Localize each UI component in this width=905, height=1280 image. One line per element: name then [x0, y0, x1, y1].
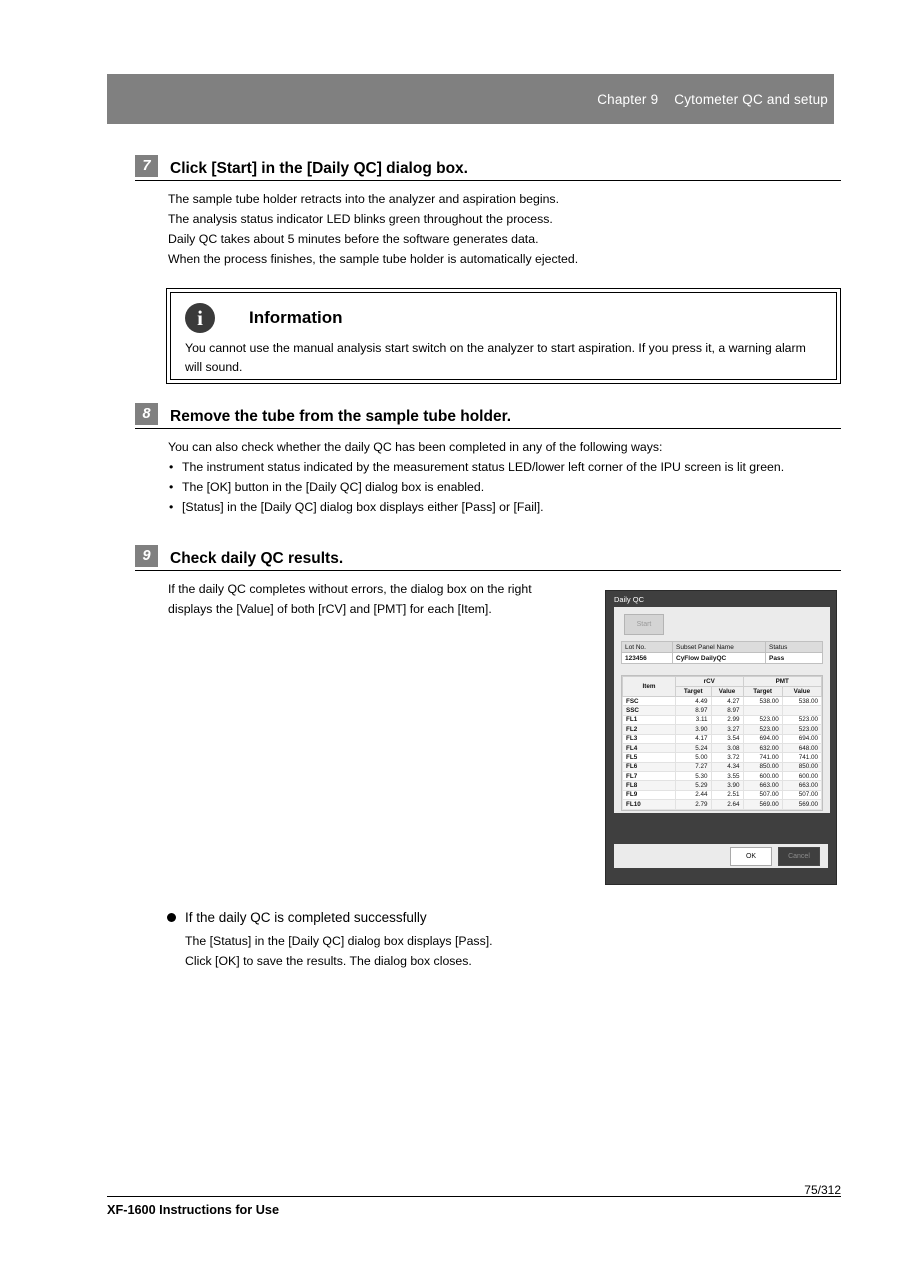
step-9-line-2: displays the [Value] of both [rCV] and [PMT] for each [Item].: [168, 601, 492, 616]
row-pmt-target: 632.00: [743, 743, 782, 752]
page-header: [107, 74, 834, 124]
table-row: [623, 790, 822, 799]
row-rcv-target: 5.00: [676, 753, 712, 762]
information-text: You cannot use the manual analysis start switch on the analyzer to start aspiration. If you press it, a warning alarm will sound.: [185, 341, 806, 375]
row-rcv-value: 3.54: [711, 734, 743, 743]
row-pmt-value: [782, 706, 821, 715]
information-box-inner: [170, 292, 837, 380]
table-row: [623, 697, 822, 706]
step-9-line-1: If the daily QC completes without errors, the dialog box on the right: [168, 582, 532, 596]
results-table-wrapper: [621, 675, 823, 811]
row-pmt-target: 850.00: [743, 762, 782, 771]
row-pmt-target: 663.00: [743, 781, 782, 790]
table-row: [623, 781, 822, 790]
row-item: FL7: [623, 772, 676, 781]
row-rcv-value: 2.51: [711, 790, 743, 799]
step-7-line-2: The analysis status indicator LED blinks green throughout the process.: [168, 211, 553, 226]
lot-no-value: 123456: [622, 653, 673, 664]
success-note-body: [185, 932, 767, 972]
row-rcv-value: 3.27: [711, 725, 743, 734]
row-rcv-target: 5.29: [676, 781, 712, 790]
step-8-bullet-2: • The [OK] button in the [Daily QC] dialog box is enabled.: [168, 478, 841, 498]
row-pmt-value: 648.00: [782, 743, 821, 752]
cancel-button[interactable]: Cancel: [778, 847, 820, 866]
information-icon: i: [185, 303, 215, 333]
row-rcv-value: 2.64: [711, 800, 743, 809]
step-7-line-4: When the process finishes, the sample tube holder is automatically ejected.: [168, 251, 579, 266]
step-9-body: [168, 580, 598, 620]
lot-info-header-row: [622, 642, 823, 653]
row-item: FL1: [623, 715, 676, 724]
row-rcv-target: 4.17: [676, 734, 712, 743]
results-table: [622, 676, 822, 810]
row-pmt-value: 538.00: [782, 697, 821, 706]
row-rcv-value: 2.99: [711, 715, 743, 724]
footer-document-title: XF-1600 Instructions for Use: [107, 1203, 280, 1217]
step-7-line-3: Daily QC takes about 5 minutes before the software generates data.: [168, 231, 539, 246]
step-7-line-1: The sample tube holder retracts into the analyzer and aspiration begins.: [168, 192, 559, 206]
step-8-intro: You can also check whether the daily QC has been completed in any of the following ways:: [168, 440, 663, 454]
step-8-header: [135, 403, 841, 429]
dialog-start-row: [614, 607, 830, 641]
dialog-content: [614, 607, 830, 813]
row-pmt-target: 507.00: [743, 790, 782, 799]
table-row: [623, 800, 822, 809]
step-7: [135, 155, 841, 270]
step-7-header: [135, 155, 841, 181]
row-pmt-target: 523.00: [743, 725, 782, 734]
page-number: 75/312: [804, 1183, 841, 1197]
information-header: [185, 303, 822, 333]
row-rcv-value: 8.97: [711, 706, 743, 715]
row-item: FL10: [623, 800, 676, 809]
table-row: [623, 725, 822, 734]
row-pmt-target: 538.00: [743, 697, 782, 706]
row-pmt-value: 694.00: [782, 734, 821, 743]
step-9-header: [135, 545, 841, 571]
row-pmt-value: 850.00: [782, 762, 821, 771]
start-button[interactable]: Start: [624, 614, 664, 635]
row-rcv-target: 3.90: [676, 725, 712, 734]
dialog-spacer: [614, 664, 830, 675]
table-row: [623, 772, 822, 781]
row-rcv-value: 3.08: [711, 743, 743, 752]
information-title: Information: [249, 308, 343, 327]
row-rcv-target: 2.44: [676, 790, 712, 799]
row-rcv-target: 4.49: [676, 697, 712, 706]
row-pmt-target: 600.00: [743, 772, 782, 781]
lot-info-table: [621, 641, 823, 664]
row-rcv-value: 3.72: [711, 753, 743, 762]
step-7-title: Click [Start] in the [Daily QC] dialog box.: [170, 159, 468, 177]
row-item: FL9: [623, 790, 676, 799]
dialog-footer: [614, 844, 828, 868]
daily-qc-dialog-screenshot: [605, 590, 837, 885]
step-8-number: 8: [135, 403, 158, 425]
row-pmt-value: 523.00: [782, 715, 821, 724]
row-rcv-target: 5.30: [676, 772, 712, 781]
row-item: FL5: [623, 753, 676, 762]
row-item: FL4: [623, 743, 676, 752]
lot-info-row: [622, 653, 823, 664]
bullet-dot-icon: [167, 913, 176, 922]
status-header: Status: [766, 642, 823, 653]
subset-panel-name-value: CyFlow DailyQC: [673, 653, 766, 664]
step-9-title: Check daily QC results.: [170, 549, 344, 567]
lot-no-header: Lot No.: [622, 642, 673, 653]
header-chapter-label: Chapter 9: [597, 91, 659, 107]
step-8-bullet-1: • The instrument status indicated by the measurement status LED/lower left corner of the IPU screen is lit green.: [168, 458, 841, 478]
row-item: FL6: [623, 762, 676, 771]
row-rcv-target: 3.11: [676, 715, 712, 724]
success-note-line-2: Click [OK] to save the results. The dialog box closes.: [185, 953, 472, 968]
row-rcv-target: 8.97: [676, 706, 712, 715]
information-box: [166, 288, 841, 384]
row-pmt-value: 741.00: [782, 753, 821, 762]
footer-divider: [107, 1196, 841, 1197]
row-item: FSC: [623, 697, 676, 706]
row-rcv-value: 3.90: [711, 781, 743, 790]
table-row: [623, 743, 822, 752]
status-value: Pass: [766, 653, 823, 664]
pmt-value-header: Value: [782, 687, 821, 697]
subset-panel-name-header: Subset Panel Name: [673, 642, 766, 653]
dialog-title: Daily QC: [614, 595, 645, 604]
step-8-body: [168, 438, 841, 518]
row-item: FL3: [623, 734, 676, 743]
row-pmt-target: 569.00: [743, 800, 782, 809]
row-pmt-value: 507.00: [782, 790, 821, 799]
ok-button[interactable]: OK: [730, 847, 772, 866]
row-pmt-value: 600.00: [782, 772, 821, 781]
success-note-heading-text: If the daily QC is completed successfully: [185, 910, 427, 925]
step-8: [135, 403, 841, 518]
row-pmt-value: 523.00: [782, 725, 821, 734]
row-pmt-value: 569.00: [782, 800, 821, 809]
row-item: SSC: [623, 706, 676, 715]
table-row: [623, 706, 822, 715]
row-pmt-target: 523.00: [743, 715, 782, 724]
step-8-bullet-list: [168, 458, 841, 518]
step-8-bullet-3: • [Status] in the [Daily QC] dialog box displays either [Pass] or [Fail].: [168, 498, 841, 518]
table-row: [623, 715, 822, 724]
success-note-line-1: The [Status] in the [Daily QC] dialog box displays [Pass].: [185, 934, 493, 948]
pmt-target-header: Target: [743, 687, 782, 697]
row-pmt-value: 663.00: [782, 781, 821, 790]
success-note: [167, 910, 767, 972]
table-row: [623, 762, 822, 771]
header-chapter-title: Cytometer QC and setup: [674, 91, 828, 107]
step-8-title: Remove the tube from the sample tube holder.: [170, 407, 512, 425]
row-rcv-target: 7.27: [676, 762, 712, 771]
step-9-number: 9: [135, 545, 158, 567]
table-row: [623, 753, 822, 762]
row-pmt-target: [743, 706, 782, 715]
table-row: [623, 734, 822, 743]
row-rcv-value: 4.34: [711, 762, 743, 771]
step-7-body: [168, 190, 841, 270]
rcv-target-header: Target: [676, 687, 712, 697]
success-note-heading: [167, 910, 767, 925]
results-pmt-header: PMT: [743, 677, 821, 687]
row-pmt-target: 741.00: [743, 753, 782, 762]
row-item: FL2: [623, 725, 676, 734]
row-rcv-target: 2.79: [676, 800, 712, 809]
step-7-number: 7: [135, 155, 158, 177]
row-pmt-target: 694.00: [743, 734, 782, 743]
row-rcv-value: 3.55: [711, 772, 743, 781]
results-item-header: Item: [623, 677, 676, 697]
row-rcv-value: 4.27: [711, 697, 743, 706]
results-group-header-row: [623, 677, 822, 687]
rcv-value-header: Value: [711, 687, 743, 697]
row-rcv-target: 5.24: [676, 743, 712, 752]
row-item: FL8: [623, 781, 676, 790]
results-rcv-header: rCV: [676, 677, 744, 687]
